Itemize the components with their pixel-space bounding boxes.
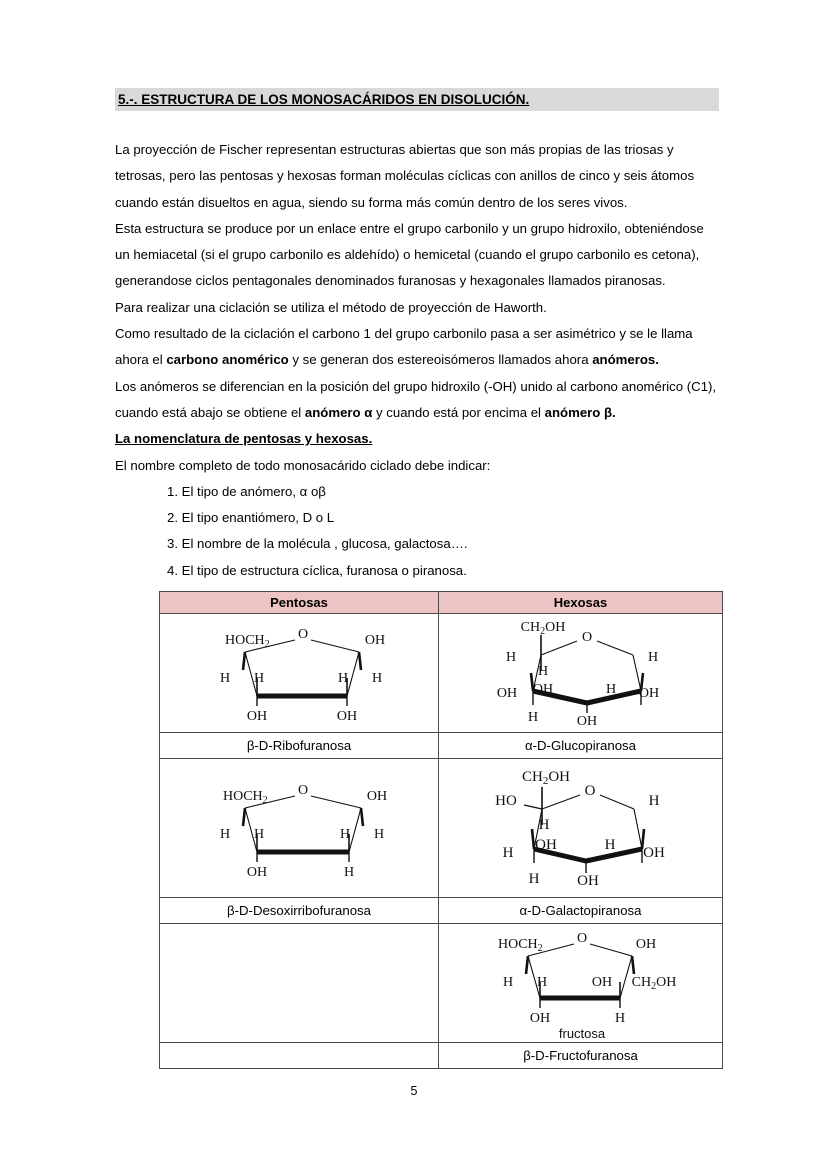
paragraph-5 — [115, 374, 719, 427]
label-H-inner-right: H — [337, 671, 349, 686]
paragraph-4-part-a: Como resultado de la ciclación el carbono 1 del grupo carbonilo pasa a ser asimétrico y se le llama ahora el — [115, 326, 693, 368]
caption-glucopiranosa: α-D-Glucopiranosa — [439, 733, 723, 759]
caption-desoxirribofuranosa: β-D-Desoxirribofuranosa — [160, 898, 439, 924]
label-O: O — [576, 931, 587, 946]
table-row — [160, 614, 723, 733]
page-number: 5 — [410, 1084, 418, 1098]
label-OH-bottom: OH — [576, 714, 597, 729]
paragraph-6: El nombre completo de todo monosacárido ciclado debe indicar: — [115, 457, 491, 473]
page-title-text: 5.-. ESTRUCTURA DE LOS MONOSACÁRIDOS EN DISOLUCIÓN. — [118, 92, 530, 107]
label-OH-inner-right: OH — [591, 975, 612, 990]
caption-galactopiranosa: α-D-Galactopiranosa — [439, 898, 723, 924]
label-HOCH2: $HOCH_2$ — [225, 633, 270, 650]
label-OH-inner-left: OH — [534, 837, 557, 853]
body-text — [115, 137, 719, 584]
label-OH-bottom: OH — [576, 873, 599, 889]
ribofuranosa-structure — [199, 618, 399, 728]
label-OH-right: OH — [638, 686, 659, 701]
empty-cell — [160, 924, 439, 1043]
label-OH-right: OH — [642, 845, 665, 861]
label-HO-left: HO — [494, 793, 517, 809]
label-H-right: H — [371, 671, 383, 686]
table-row — [160, 924, 723, 1043]
label-OH-bottom-left: OH — [529, 1011, 550, 1026]
label-H-bottom-right: H — [614, 1011, 625, 1026]
label-O: O — [297, 783, 309, 798]
paragraph-2: Esta estructura se produce por un enlace entre el grupo carbonilo y un grupo hidroxilo, obteniéndose un hemiacetal (si el grupo carbonilo es aldehído) o hemicetal (cuando el grupo carbonilo es cetona), generandose ciclos pentagonales denominados furanosas y hexagonales llamados piranosas. — [115, 220, 704, 289]
label-CH2OH: $CH_2OH$ — [520, 620, 565, 637]
label-O: O — [584, 783, 595, 799]
table-header-hexosas: Hexosas — [439, 592, 723, 614]
label-OH-bottom-left: OH — [246, 709, 268, 724]
sugars-table-container — [159, 591, 720, 1069]
label-OH-right: OH — [364, 633, 386, 648]
label-H-inner-upper: H — [538, 817, 549, 833]
term-anomeros: anómeros. — [592, 352, 659, 368]
table-header-pentosas: Pentosas — [160, 592, 439, 614]
sugars-table — [159, 591, 723, 1069]
glucopiranosa-structure — [481, 617, 681, 729]
label-H-inner-right: H — [605, 682, 616, 697]
paragraph-3: Para realizar una ciclación se utiliza el método de proyección de Haworth. — [115, 299, 547, 315]
fructofuranosa-structure — [476, 924, 686, 1042]
label-OH-inner-left: OH — [532, 682, 553, 697]
page-title — [115, 88, 719, 111]
label-OH-right: OH — [635, 937, 656, 952]
label-OH-bottom-left: OH — [246, 865, 268, 880]
list-item: 1. El tipo de anómero, α oβ — [167, 483, 326, 499]
label-CH2OH: $CH_2OH$ — [521, 769, 570, 787]
term-carbono-anomerico: carbono anomérico — [166, 352, 289, 368]
label-fructosa: fructosa — [558, 1026, 605, 1041]
label-H-inner-left: H — [536, 975, 547, 990]
label-H-inner-right: H — [339, 827, 351, 842]
table-row — [160, 1043, 723, 1069]
label-OH-left: OH — [496, 686, 517, 701]
list-item: 2. El tipo enantiómero, D o L — [167, 510, 335, 526]
label-H-left: H — [219, 827, 231, 842]
caption-ribofuranosa: β-D-Ribofuranosa — [160, 733, 439, 759]
paragraph-4-part-c: y se generan dos estereoisómeros llamados ahora — [288, 352, 593, 368]
term-anomero-beta: anómero β. — [544, 404, 616, 420]
label-HOCH2: $HOCH_2$ — [497, 937, 543, 954]
label-CH2OH-right: $CH_2OH$ — [631, 975, 676, 992]
empty-cell — [160, 1043, 439, 1069]
caption-fructofuranosa: β-D-Fructofuranosa — [439, 1043, 723, 1069]
label-H-bottom-left: H — [527, 710, 538, 725]
label-H-upper-right: H — [648, 793, 659, 809]
galactopiranosa-structure — [476, 765, 686, 891]
figure-cell-galactopiranosa — [439, 759, 723, 898]
label-H-bottom-right: H — [343, 865, 355, 880]
table-row — [160, 898, 723, 924]
label-H-right: H — [373, 827, 385, 842]
subheading-nomenclatura — [115, 426, 719, 452]
term-anomero-alfa: anómero α — [304, 404, 373, 420]
table-header-row — [160, 592, 723, 614]
paragraph-4 — [115, 321, 719, 374]
figure-cell-desoxirribofuranosa — [160, 759, 439, 898]
label-O: O — [581, 630, 592, 645]
label-H-inner-left: H — [253, 827, 265, 842]
desoxirribofuranosa-structure — [199, 772, 399, 884]
label-H-inner-right: H — [604, 837, 615, 853]
figure-cell-fructofuranosa — [439, 924, 723, 1043]
table-row — [160, 733, 723, 759]
label-H-bottom-left: H — [528, 871, 539, 887]
list-item: 4. El tipo de estructura cíclica, furanosa o piranosa. — [167, 562, 467, 578]
figure-cell-ribofuranosa — [160, 614, 439, 733]
label-H-left: H — [502, 845, 513, 861]
label-H-left: H — [219, 671, 231, 686]
label-H-left: H — [502, 975, 513, 990]
label-H-inner-left: H — [253, 671, 265, 686]
requirements-list — [115, 479, 719, 584]
label-O: O — [297, 627, 309, 642]
label-OH-bottom-right: OH — [336, 709, 358, 724]
paragraph-5-part-c: y cuando está por encima el — [372, 404, 545, 420]
label-H-upper-right: H — [647, 650, 658, 665]
list-item: 3. El nombre de la molécula , glucosa, galactosa…. — [167, 536, 468, 552]
figure-cell-glucopiranosa — [439, 614, 723, 733]
label-OH-right: OH — [366, 789, 388, 804]
document-content — [115, 88, 719, 584]
label-HOCH2: $HOCH_2$ — [223, 789, 268, 806]
paragraph-5-part-a: Los anómeros se diferencian en la posición del grupo hidroxilo (-OH) unido al carbono anomérico (C1), cuando está abajo se obtiene el — [115, 378, 717, 420]
label-H-inner-upper: H — [537, 664, 548, 679]
label-H-upper-left: H — [505, 650, 516, 665]
subheading-text: La nomenclatura de pentosas y hexosas. — [115, 431, 373, 447]
paragraph-1: La proyección de Fischer representan estructuras abiertas que son más propias de las triosas y tetrosas, pero las pentosas y hexosas forman moléculas cíclicas con anillos de cinco y seis átomos cuando están disueltos en agua, siendo su forma más común dentro de los seres vivos. — [115, 142, 695, 210]
table-row — [160, 759, 723, 898]
